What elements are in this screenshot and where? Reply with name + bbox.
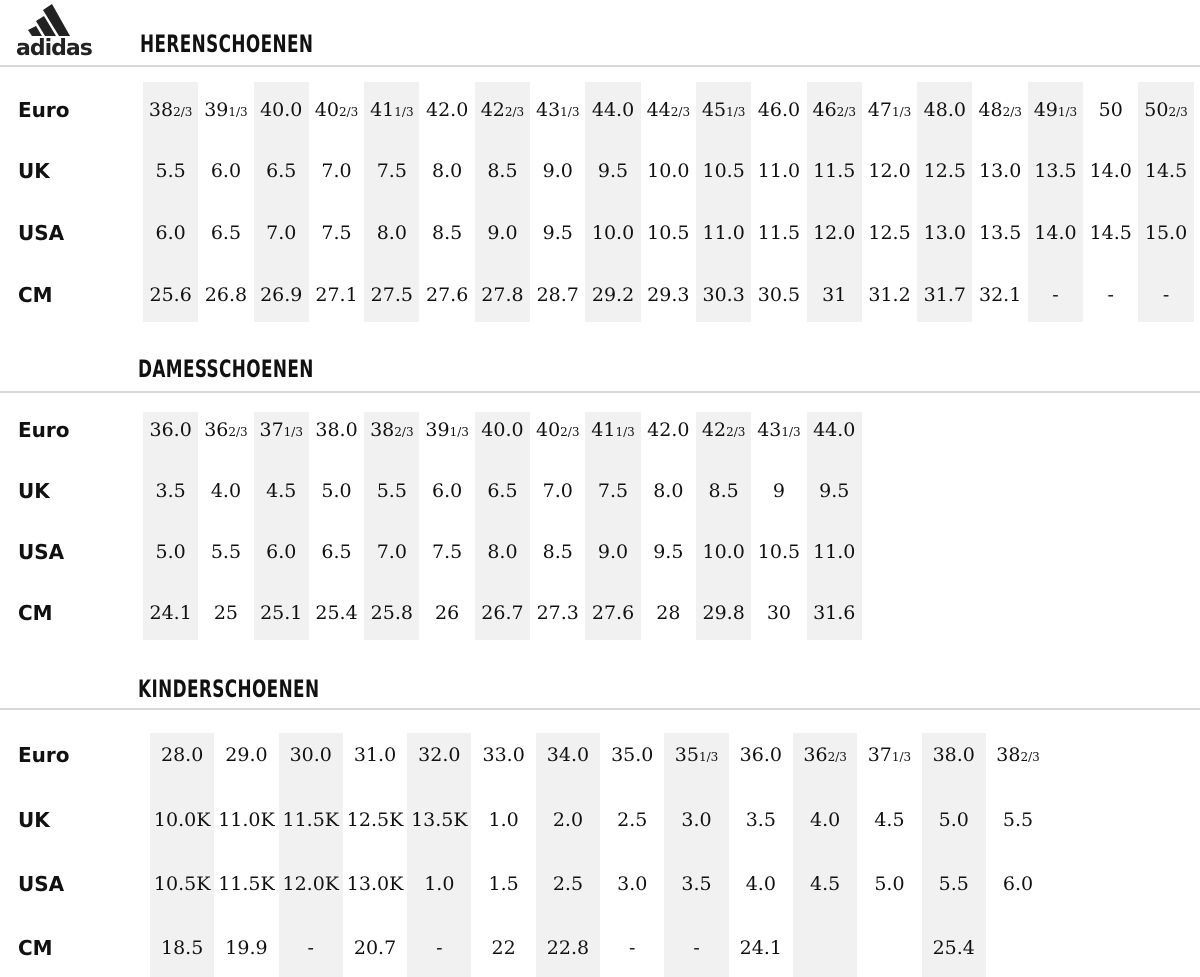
row-label-usa: USA (18, 221, 65, 245)
size-cell: 502/3 (1144, 99, 1188, 121)
size-cell: 13.5K (411, 809, 468, 831)
size-cell: 11.0 (757, 160, 801, 182)
size-cell: 451/3 (701, 99, 746, 121)
size-cell: 30.5 (757, 284, 801, 306)
section-title: KINDERSCHOENEN (138, 675, 320, 703)
size-cell: 18.5 (160, 937, 204, 959)
size-cell: 6.0 (432, 480, 463, 502)
size-cell: 6.0 (210, 160, 242, 182)
size-cell: 9.0 (597, 541, 629, 563)
size-cell: 27.6 (591, 602, 635, 624)
size-cell: 411/3 (591, 419, 635, 441)
size-cell: 12.5K (346, 809, 404, 831)
size-cell: 4.5 (810, 873, 841, 895)
size-cell: 38.0 (932, 744, 975, 766)
size-cell: - (307, 937, 314, 959)
size-cell: 46.0 (757, 99, 801, 121)
size-cell: 3.5 (681, 873, 712, 895)
size-cell: 482/3 (978, 99, 1022, 121)
size-cell: 14.5 (1089, 222, 1132, 244)
row-label-usa: USA (18, 872, 65, 896)
size-cell: 9.5 (542, 222, 573, 244)
size-cell: 402/3 (535, 419, 580, 441)
size-cell: 29.2 (591, 284, 635, 306)
size-cell: 31.2 (868, 284, 911, 306)
size-cell: 6.5 (266, 160, 297, 182)
size-cell: 12.0 (813, 222, 856, 244)
size-cell: 1.0 (488, 809, 519, 831)
size-cell: 29.8 (702, 602, 745, 624)
size-cell: 8.5 (542, 541, 573, 563)
adidas-stripes-icon (28, 2, 80, 36)
size-cell: 351/3 (674, 744, 719, 766)
size-cell: 8.0 (376, 222, 407, 244)
size-cell: 15.0 (1144, 222, 1188, 244)
size-cell: 411/3 (370, 99, 414, 121)
size-cell: 471/3 (867, 99, 912, 121)
size-cell: 27.8 (481, 284, 524, 306)
size-cell: 12.5 (923, 160, 966, 182)
size-cell: 13.0 (978, 160, 1022, 182)
row-label-euro: Euro (18, 418, 70, 442)
size-cell: - (693, 937, 700, 959)
size-cell: 10.5K (153, 873, 211, 895)
size-cell: 44.0 (813, 419, 856, 441)
size-cell: 9.5 (597, 160, 629, 182)
size-cell: 442/3 (646, 99, 691, 121)
size-cell: 30 (766, 602, 792, 624)
size-cell: 28 (656, 602, 681, 624)
size-cell: 3.0 (617, 873, 648, 895)
row-label-cm: CM (18, 283, 53, 307)
size-cell: 382/3 (370, 419, 414, 441)
size-cell: 7.0 (321, 160, 352, 182)
size-cell: 25.8 (370, 602, 413, 624)
section-divider (0, 708, 1200, 710)
size-cell: 25.4 (932, 937, 975, 959)
size-cell: 10.0 (591, 222, 635, 244)
column-stripe (793, 733, 857, 977)
size-cell: 48.0 (923, 99, 966, 121)
size-cell: 26 (435, 602, 460, 624)
size-cell: 10.0K (153, 809, 211, 831)
row-label-euro: Euro (18, 98, 70, 122)
size-cell: 462/3 (812, 99, 856, 121)
size-cell: 382/3 (996, 744, 1040, 766)
size-cell: 10.5 (757, 541, 801, 563)
size-cell: 33.0 (482, 744, 525, 766)
size-cell: 20.7 (353, 937, 397, 959)
size-cell: 35.0 (611, 744, 654, 766)
size-cell: 31.0 (353, 744, 397, 766)
size-cell: 30.0 (289, 744, 332, 766)
size-cell: 12.0K (282, 873, 339, 895)
size-cell: 7.0 (376, 541, 407, 563)
size-cell: 391/3 (204, 99, 248, 121)
size-cell: 7.0 (266, 222, 297, 244)
size-cell: 10.0 (647, 160, 690, 182)
size-cell: 34.0 (546, 744, 590, 766)
size-cell: 5.5 (155, 160, 186, 182)
size-cell: 9.0 (487, 222, 518, 244)
size-cell: - (1052, 284, 1059, 306)
size-cell: 24.1 (149, 602, 192, 624)
size-cell: 5.0 (155, 541, 186, 563)
size-cell: 422/3 (701, 419, 746, 441)
size-cell: 11.5 (757, 222, 801, 244)
size-cell: 25.1 (260, 602, 303, 624)
size-cell: 27.5 (370, 284, 413, 306)
size-cell: 1.5 (488, 873, 519, 895)
size-cell: 31 (822, 284, 847, 306)
size-cell: 391/3 (425, 419, 469, 441)
row-label-euro: Euro (18, 743, 70, 767)
size-cell: 26.9 (260, 284, 303, 306)
size-cell: 38.0 (315, 419, 358, 441)
size-cell: 27.3 (536, 602, 579, 624)
size-cell: 8.5 (432, 222, 463, 244)
size-cell: 5.5 (210, 541, 242, 563)
section-title: HERENSCHOENEN (140, 30, 314, 58)
size-cell: 22 (491, 937, 516, 959)
size-cell: 6.5 (321, 541, 352, 563)
size-cell: 32.1 (978, 284, 1022, 306)
size-cell: 3.5 (155, 480, 186, 502)
size-cell: 7.5 (432, 541, 463, 563)
size-cell: 2.5 (617, 809, 648, 831)
row-label-uk: UK (18, 159, 50, 183)
size-cell: 31.6 (813, 602, 856, 624)
section-divider (0, 65, 1200, 67)
size-cell: 12.5 (868, 222, 911, 244)
size-cell: 25 (213, 602, 239, 624)
size-cell: 1.0 (424, 873, 455, 895)
size-cell: 11.5 (813, 160, 856, 182)
size-cell: 10.5 (647, 222, 690, 244)
size-cell: 8.5 (487, 160, 518, 182)
size-cell: 42.0 (647, 419, 690, 441)
size-cell: 28.7 (536, 284, 579, 306)
size-cell: - (1162, 284, 1170, 306)
size-cell: 431/3 (757, 419, 801, 441)
row-label-uk: UK (18, 479, 50, 503)
size-cell: 9.0 (542, 160, 573, 182)
size-cell: 28.0 (160, 744, 204, 766)
size-cell: 11.0K (218, 809, 275, 831)
size-cell: 6.0 (1002, 873, 1034, 895)
size-cell: 32.0 (418, 744, 461, 766)
size-cell: 27.6 (425, 284, 469, 306)
size-cell: 8.5 (708, 480, 739, 502)
adidas-logo (16, 2, 106, 61)
size-cell: 29.0 (225, 744, 268, 766)
size-cell: 6.0 (155, 222, 186, 244)
size-cell: 4.0 (745, 873, 776, 895)
section-divider (0, 391, 1200, 393)
size-cell: 5.0 (938, 809, 969, 831)
size-cell: 29.3 (647, 284, 690, 306)
size-cell: 2.5 (552, 873, 584, 895)
size-cell: 25.6 (149, 284, 192, 306)
size-cell: 10.5 (702, 160, 745, 182)
section-title: DAMESSCHOENEN (138, 355, 314, 383)
size-cell: 371/3 (259, 419, 303, 441)
size-cell: 6.0 (266, 541, 297, 563)
size-cell: - (629, 937, 636, 959)
size-cell: 8.0 (487, 541, 518, 563)
size-cell: 40.0 (481, 419, 524, 441)
row-label-uk: UK (18, 808, 50, 832)
size-cell: 371/3 (867, 744, 912, 766)
size-cell: 8.0 (653, 480, 684, 502)
size-cell: 44.0 (591, 99, 635, 121)
size-cell: 9.5 (653, 541, 684, 563)
size-cell: 362/3 (204, 419, 248, 441)
size-cell: 7.0 (542, 480, 573, 502)
size-cell: - (1107, 284, 1114, 306)
size-cell: 382/3 (148, 99, 193, 121)
size-cell: 5.0 (874, 873, 905, 895)
size-cell: 11.0 (813, 541, 856, 563)
size-cell: 9 (772, 480, 785, 502)
row-label-cm: CM (18, 936, 53, 960)
size-cell: 11.5K (218, 873, 275, 895)
size-cell: 5.0 (321, 480, 352, 502)
size-cell: 362/3 (803, 744, 847, 766)
size-cell: 5.5 (1002, 809, 1034, 831)
size-cell: 36.0 (739, 744, 782, 766)
size-cell: 26.7 (481, 602, 524, 624)
size-cell: 4.0 (810, 809, 841, 831)
size-cell: 4.5 (266, 480, 297, 502)
size-cell: 7.5 (321, 222, 352, 244)
row-label-usa: USA (18, 540, 65, 564)
logo-wordmark: adidas (16, 36, 92, 61)
row-label-cm: CM (18, 601, 53, 625)
size-cell: 4.5 (874, 809, 905, 831)
size-cell: 3.0 (681, 809, 712, 831)
size-cell: 31.7 (923, 284, 966, 306)
size-cell: 25.4 (315, 602, 358, 624)
size-cell: 14.0 (1034, 222, 1077, 244)
size-cell: 12.0 (868, 160, 911, 182)
size-cell: 11.5K (282, 809, 339, 831)
size-cell: 13.0K (346, 873, 404, 895)
size-cell: 7.5 (597, 480, 629, 502)
size-cell: 22.8 (546, 937, 590, 959)
size-cell: 7.5 (376, 160, 407, 182)
size-cell: 36.0 (149, 419, 192, 441)
size-cell: 40.0 (260, 99, 303, 121)
size-cell: 10.0 (702, 541, 745, 563)
size-cell: 491/3 (1033, 99, 1078, 121)
size-cell: 13.5 (1034, 160, 1077, 182)
size-cell: 14.0 (1089, 160, 1132, 182)
size-cell: 13.5 (978, 222, 1022, 244)
size-cell: 24.1 (739, 937, 782, 959)
size-cell: 19.9 (225, 937, 268, 959)
size-cell: 30.3 (702, 284, 745, 306)
size-cell: 402/3 (314, 99, 359, 121)
size-cell: 6.5 (210, 222, 242, 244)
size-cell: 13.0 (923, 222, 966, 244)
size-cell: 42.0 (425, 99, 469, 121)
size-cell: 27.1 (315, 284, 358, 306)
size-cell: 11.0 (702, 222, 745, 244)
size-cell: 4.0 (210, 480, 242, 502)
size-cell: 14.5 (1144, 160, 1188, 182)
size-cell: - (436, 937, 443, 959)
size-cell: 26.8 (204, 284, 248, 306)
size-cell: 6.5 (487, 480, 518, 502)
size-cell: 431/3 (535, 99, 580, 121)
size-cell: 5.5 (938, 873, 969, 895)
size-cell: 2.0 (552, 809, 584, 831)
size-cell: 3.5 (745, 809, 776, 831)
size-cell: 5.5 (376, 480, 407, 502)
size-cell: 8.0 (432, 160, 463, 182)
size-cell: 50 (1098, 99, 1123, 121)
size-cell: 9.5 (819, 480, 850, 502)
size-cell: 422/3 (480, 99, 525, 121)
